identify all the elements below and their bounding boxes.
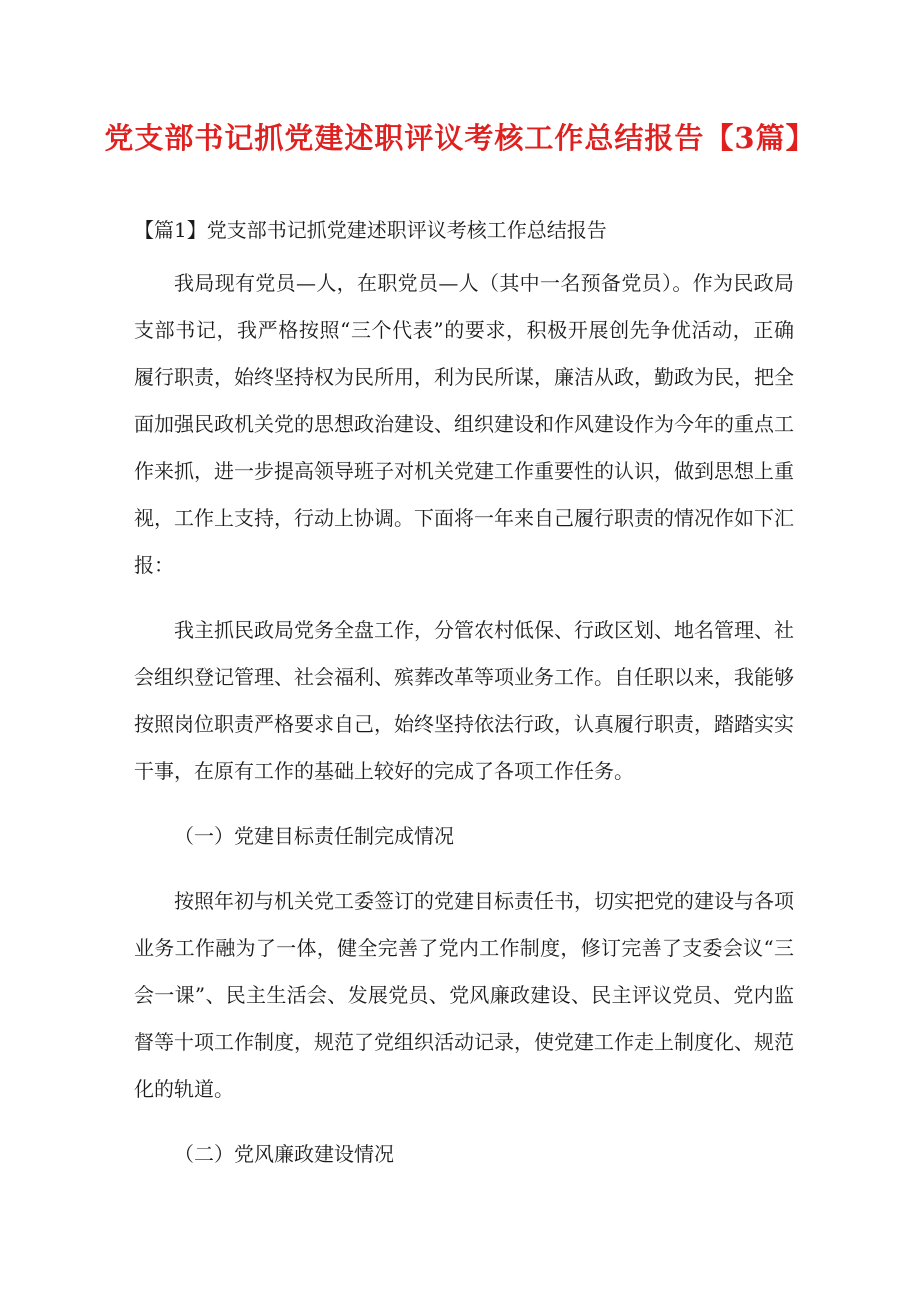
subheading-party-building-goals: （一）党建目标责任制完成情况: [174, 824, 454, 848]
section-heading: 【篇1】党支部书记抓党建述职评议考核工作总结报告: [134, 218, 607, 242]
paragraph-duties: 我主抓民政局党务全盘工作，分管农村低保、行政区划、地名管理、社会组织登记管理、社会福利、殡葬改革等项业务工作。自任职以来，我能够按照岗位职责严格要求自己，始终坚持依法行政，认真履行职责，踏踏实实干事，在原有工作的基础上较好的完成了各项工作任务。: [134, 618, 794, 783]
paragraph-intro: 我局现有党员—人，在职党员—人（其中一名预备党员）。作为民政局支部书记，我严格按照“三个代表”的要求，积极开展创先争优活动，正确履行职责，始终坚持权为民所用，利为民所谋，廉洁从政，勤政为民，把全面加强民政机关党的思想政治建设、组织建设和作风建设作为今年的重点工作来抓，进一步提高领导班子对机关党建工作重要性的认识，做到思想上重视，工作上支持，行动上协调。下面将一年来自己履行职责的情况作如下汇报：: [134, 271, 794, 577]
subheading-integrity-building: （二）党风廉政建设情况: [174, 1142, 394, 1166]
document-title: 党支部书记抓党建述职评议考核工作总结报告【3篇】: [104, 121, 816, 155]
paragraph-responsibility-system: 按照年初与机关党工委签订的党建目标责任书，切实把党的建设与各项业务工作融为了一体，健全完善了党内工作制度，修订完善了支委会议“三会一课”、民主生活会、发展党员、党风廉政建设、民主评议党员、党内监督等十项工作制度，规范了党组织活动记录，使党建工作走上制度化、规范化的轨道。: [134, 889, 794, 1101]
document-body: [134, 212, 794, 1196]
